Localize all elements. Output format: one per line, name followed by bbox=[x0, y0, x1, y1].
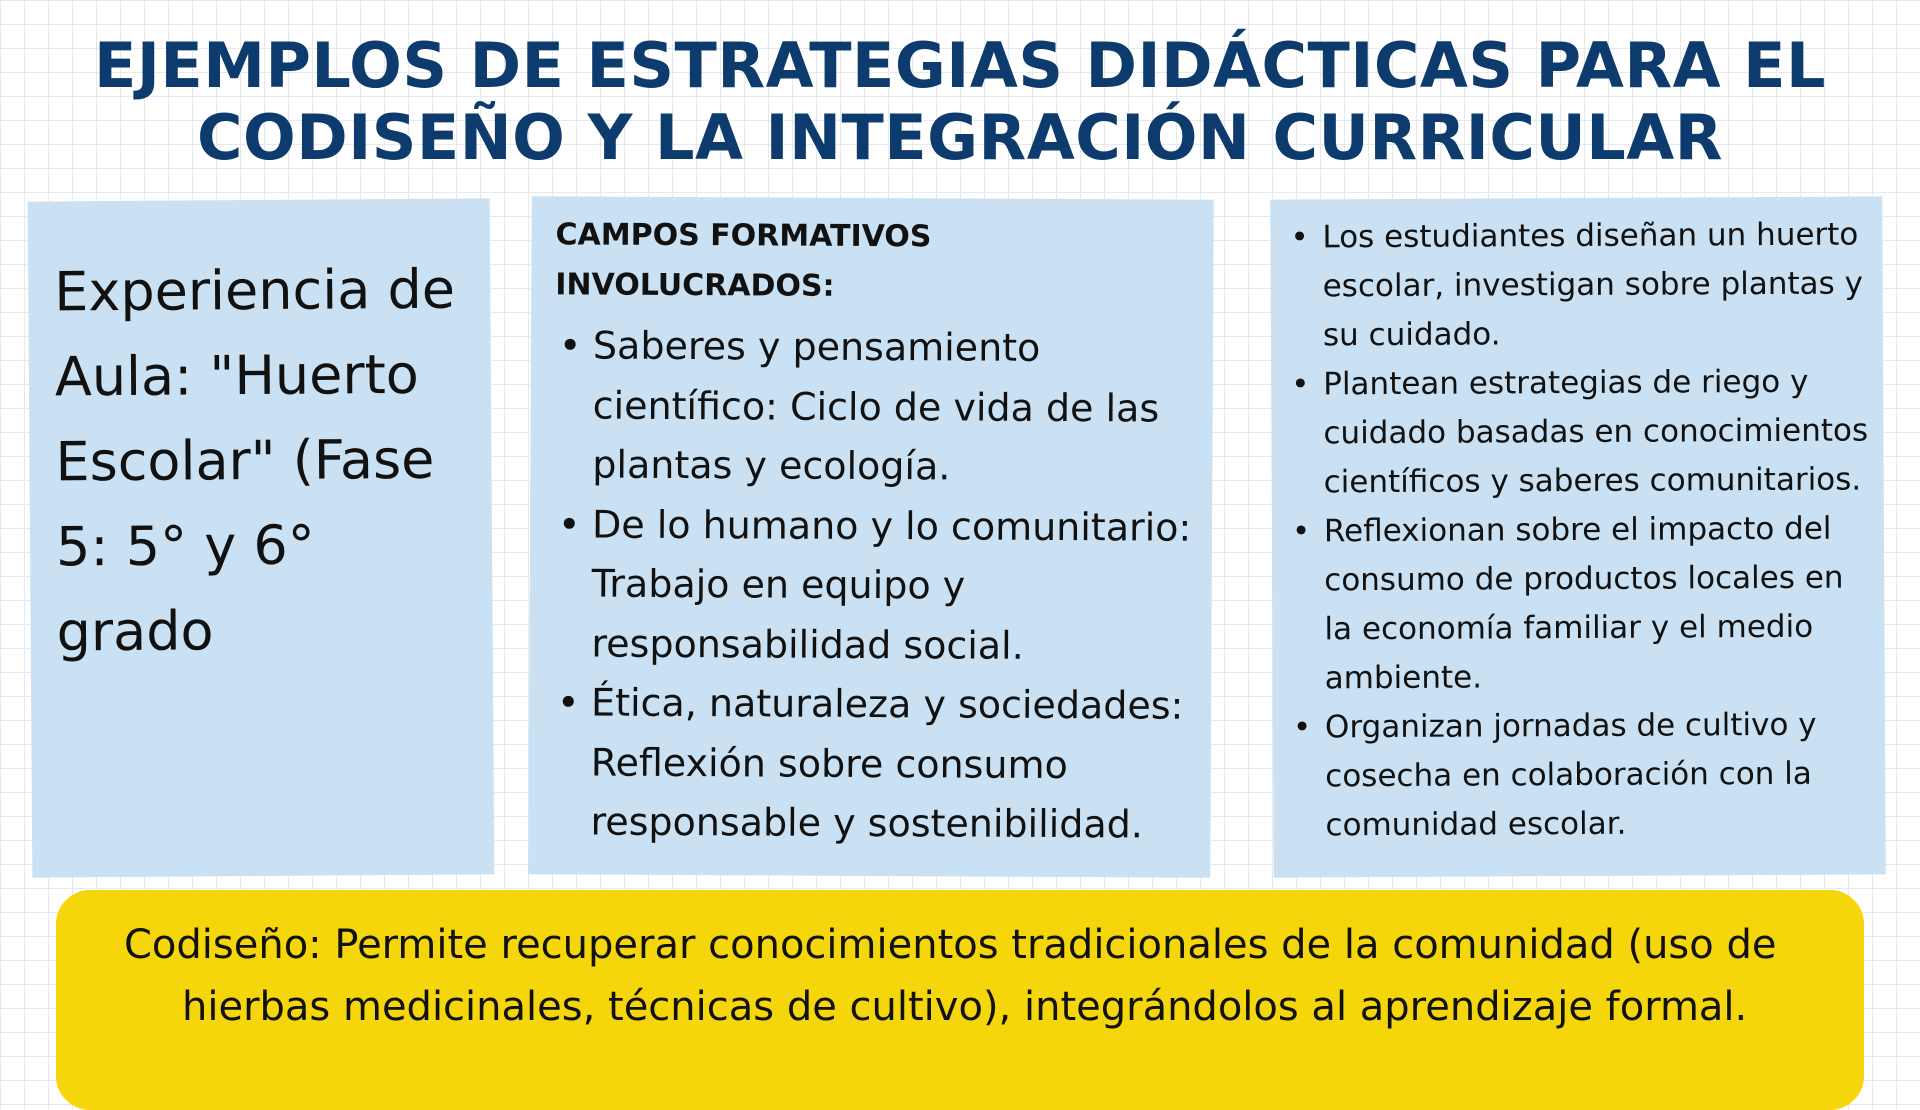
bullet-icon: • bbox=[558, 323, 582, 368]
bullet-icon: • bbox=[557, 501, 581, 546]
list-item bbox=[1285, 700, 1876, 850]
list-item bbox=[554, 316, 1195, 498]
list-item bbox=[1284, 504, 1875, 703]
list-item-text: Saberes y pensamiento científico: Ciclo de vida de las plantas y ecología. bbox=[592, 323, 1160, 489]
experience-title: Experiencia de Aula: "Huerto Escolar" (Fase 5: 5° y 6° grado bbox=[54, 257, 456, 664]
page-title bbox=[0, 30, 1920, 174]
list-item-text: Reflexionan sobre el impacto del consumo de productos locales en la economía familiar y el medio ambiente. bbox=[1323, 510, 1844, 697]
activities-card bbox=[1270, 196, 1886, 877]
page-title-line-1: EJEMPLOS DE ESTRATEGIAS DIDÁCTICAS PARA EL bbox=[93, 29, 1827, 102]
list-item bbox=[553, 495, 1194, 677]
list-item-text: Ética, naturaleza y sociedades: Reflexión sobre consumo responsable y sostenibilidad. bbox=[590, 680, 1184, 847]
list-item bbox=[1282, 210, 1873, 360]
list-item bbox=[552, 673, 1193, 855]
bullet-icon: • bbox=[1291, 513, 1311, 550]
codiseno-banner bbox=[56, 890, 1864, 1110]
bullet-icon: • bbox=[1290, 219, 1309, 256]
activities-list bbox=[1282, 210, 1875, 850]
list-item-text: Organizan jornadas de cultivo y cosecha en colaboración con la comunidad escolar. bbox=[1324, 706, 1817, 844]
list-item-text: De lo humano y lo comunitario: Trabajo en equipo y responsabilidad social. bbox=[591, 502, 1192, 668]
list-item bbox=[1283, 357, 1874, 507]
codiseno-text: Codiseño: Permite recuperar conocimientos tradicionales de la comunidad (uso de hierbas medicinales, técnicas de cultivo), integrándolos al aprendizaje formal. bbox=[124, 922, 1777, 1030]
campos-formativos-list bbox=[552, 316, 1195, 855]
bullet-icon: • bbox=[1292, 709, 1312, 746]
campos-formativos-card bbox=[528, 196, 1214, 878]
list-item-text: Los estudiantes diseñan un huerto escolar, investigan sobre plantas y su cuidado. bbox=[1322, 216, 1864, 354]
page-title-line-2: CODISEÑO Y LA INTEGRACIÓN CURRICULAR bbox=[197, 101, 1723, 174]
bullet-icon: • bbox=[557, 680, 580, 725]
bullet-icon: • bbox=[1291, 366, 1310, 403]
list-item-text: Plantean estrategias de riego y cuidado basadas en conocimientos científicos y saberes comunitarios. bbox=[1323, 363, 1869, 501]
campos-formativos-heading: CAMPOS FORMATIVOS INVOLUCRADOS: bbox=[555, 217, 932, 304]
experience-card bbox=[28, 198, 495, 877]
